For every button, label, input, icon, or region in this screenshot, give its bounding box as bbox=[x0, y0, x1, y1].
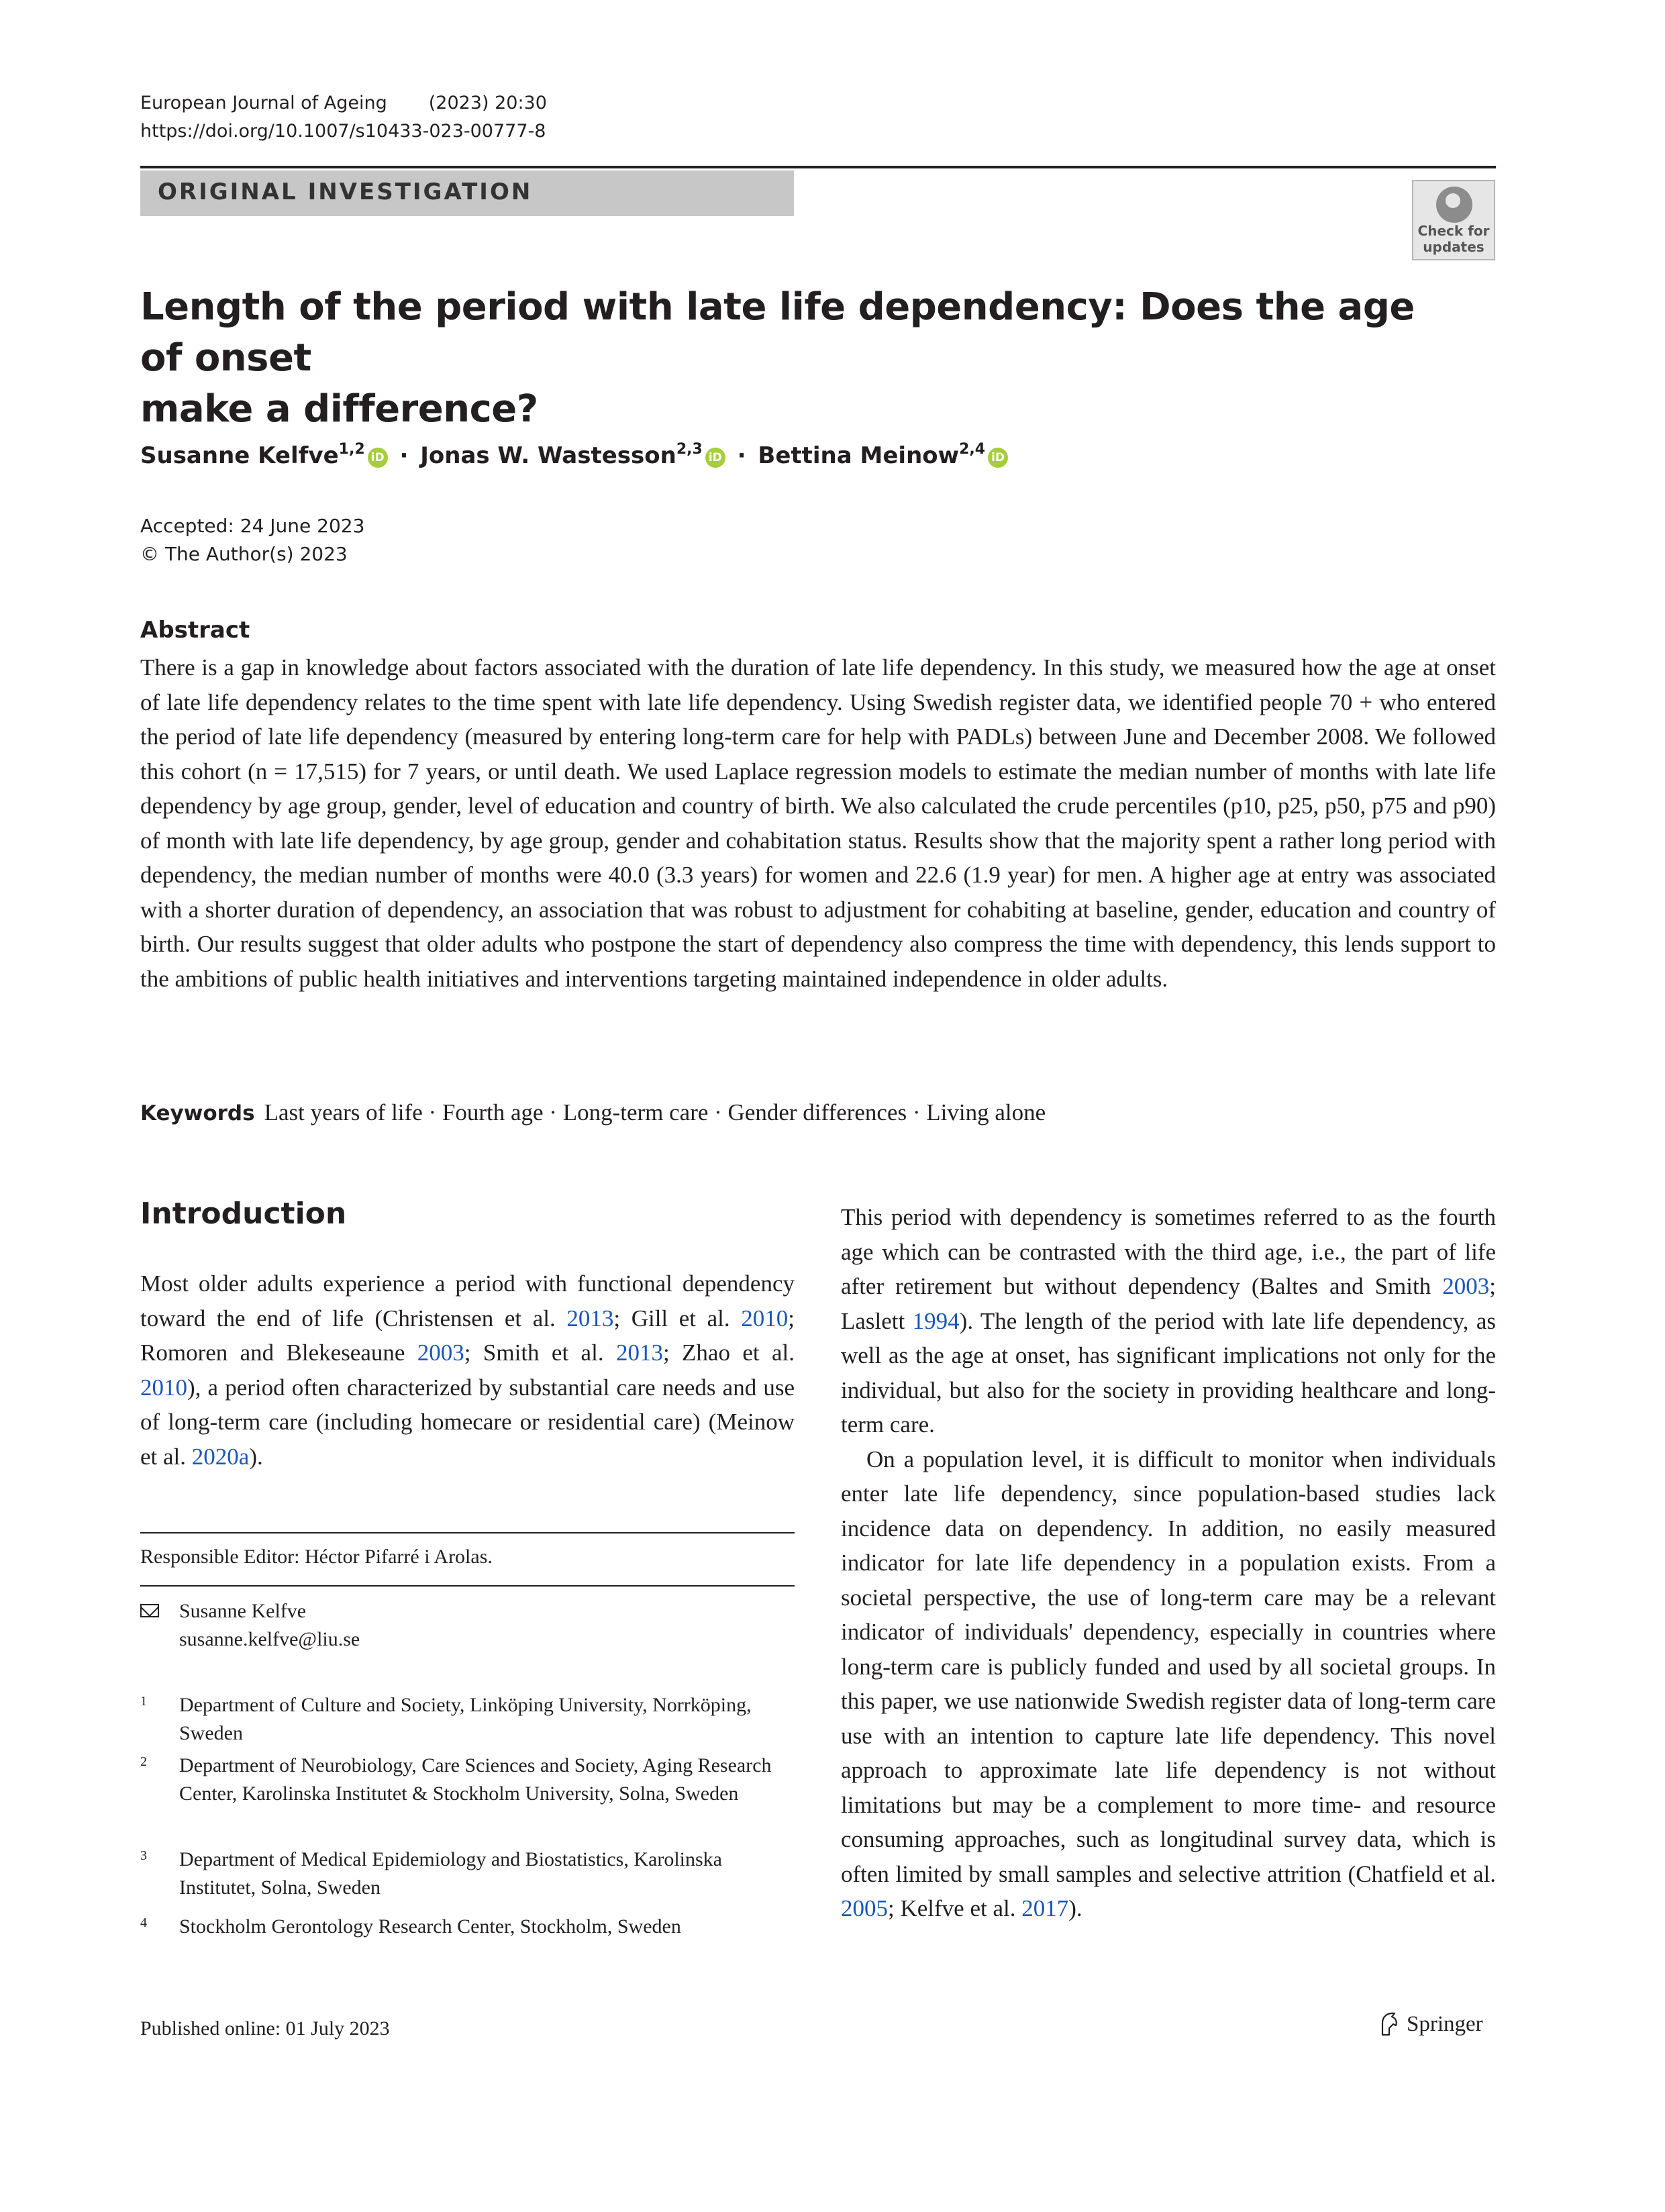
check-updates-icon bbox=[1436, 187, 1472, 223]
author-affil: 2,3 bbox=[676, 441, 703, 458]
right-column bbox=[841, 1200, 1496, 1926]
citation-link[interactable]: 2010 bbox=[741, 1305, 789, 1331]
springer-horse-icon bbox=[1377, 2011, 1400, 2036]
citation-link[interactable]: 2013 bbox=[566, 1305, 614, 1331]
article-dates bbox=[140, 512, 364, 568]
paragraph-text: ; Kelfve et al. bbox=[888, 1895, 1022, 1921]
paragraph-text: ), a period often characterized by substantial care needs and use of long-term care (including homecare or residential care) (Meinow et al. bbox=[140, 1374, 795, 1470]
paragraph-text: This period with dependency is sometimes referred to as the fourth age which can be contrasted with the third age, i.e., the part of life after retirement but without dependency (Baltes and Smith bbox=[841, 1204, 1496, 1299]
article-type-label bbox=[140, 170, 794, 216]
article-type-text: ORIGINAL INVESTIGATION bbox=[158, 179, 533, 205]
paragraph-text: ; Laslett bbox=[841, 1273, 1496, 1334]
citation-link[interactable]: 2017 bbox=[1021, 1895, 1069, 1921]
paragraph-text: ; Smith et al. bbox=[464, 1340, 616, 1366]
citation-link[interactable]: 2013 bbox=[615, 1340, 663, 1366]
keywords-list: Last years of life · Fourth age · Long-term care · Gender differences · Living alone bbox=[264, 1099, 1046, 1125]
author-name[interactable]: Jonas W. Wastesson bbox=[420, 442, 676, 469]
header-rule bbox=[140, 166, 1496, 168]
affiliation-text: Department of Culture and Society, Linköping University, Norrköping, Sweden bbox=[179, 1694, 752, 1744]
abstract-text: There is a gap in knowledge about factors associated with the duration of late life dependency. In this study, we measured how the age at onset of late life dependency relates to the time spent with late life dependency. Using Swedish register data, we identified people 70 + who entered the period of late life dependency (measured by entering long-term care for help with PADLs) between June and December 2008. We followed this cohort (n = 17,515) for 7 years, or until death. We used Laplace regression models to estimate the median number of months with late life dependency by age group, gender, level of education and country of birth. We also calculated the crude percentiles (p10, p25, p50, p75 and p90) of month with late life dependency, by age group, gender and cohabitation status. Results show that the majority spent a rather long period with dependency, the median number of months were 40.0 (3.3 years) for women and 22.6 (1.9 year) for men. A higher age at entry was associated with a shorter duration of dependency, an association that was robust to adjustment for cohabiting at baseline, gender, education and country of birth. Our results suggest that older adults who postpone the start of dependency also compress the time with dependency, this lends support to the ambitions of public health initiatives and interventions targeting maintained independence in older adults. bbox=[140, 654, 1496, 992]
citation-link[interactable]: 2003 bbox=[1442, 1273, 1490, 1299]
citation-link[interactable]: 2020a bbox=[191, 1443, 250, 1470]
journal-name: European Journal of Ageing bbox=[140, 93, 387, 113]
author-separator: · bbox=[399, 442, 409, 469]
orcid-icon[interactable]: iD bbox=[988, 448, 1008, 468]
affiliation-number: 3 bbox=[140, 1848, 147, 1863]
affiliation-text: Department of Neurobiology, Care Sciences and Society, Aging Research Center, Karolinska Institutet & Stockholm University, Solna, Sweden bbox=[179, 1754, 772, 1805]
journal-header bbox=[140, 89, 547, 146]
article-title bbox=[140, 282, 1449, 435]
affiliation-number: 1 bbox=[140, 1694, 147, 1709]
keywords bbox=[140, 1096, 1046, 1130]
intro-paragraph-3 bbox=[841, 1442, 1496, 1926]
author-affil: 1,2 bbox=[338, 441, 365, 458]
paragraph-text: ). bbox=[1068, 1895, 1082, 1921]
responsible-editor: Responsible Editor: Héctor Pifarré i Arolas. bbox=[140, 1546, 493, 1568]
check-for-updates-badge[interactable] bbox=[1412, 180, 1495, 260]
affiliation-text: Stockholm Gerontology Research Center, Stockholm, Sweden bbox=[179, 1915, 681, 1938]
journal-volume: (2023) 20:30 bbox=[428, 93, 547, 113]
citation-link[interactable]: 2010 bbox=[140, 1374, 187, 1401]
paragraph-text: ; Zhao et al. bbox=[662, 1340, 795, 1366]
publisher-logo bbox=[1377, 2011, 1483, 2037]
author-affil: 2,4 bbox=[959, 441, 986, 458]
paragraph-text: On a population level, it is difficult to monitor when individuals enter late life dependency, since population-based studies lack incidence data on dependency. In addition, no easily measured indicator for late life dependency in a population exists. From a societal perspective, the use of long-term care may be a relevant indicator of individuals' dependency, especially in countries where long-term care is publicly funded and used by all societal groups. In this paper, we use nationwide Swedish register data of long-term care use with an intention to capture late life dependency. This novel approach to approximate late life dependency is not without limitations but may be a complement to more time- and resource consuming approaches, such as longitudinal survey data, which is often limited by small samples and selective attrition (Chatfield et al. bbox=[841, 1446, 1496, 1887]
check-updates-line2: updates bbox=[1423, 239, 1484, 255]
paragraph-text: ; Romoren and Blekeseaune bbox=[140, 1305, 795, 1366]
published-online: Published online: 01 July 2023 bbox=[140, 2017, 390, 2040]
copyright-line: © The Author(s) 2023 bbox=[140, 543, 348, 565]
paragraph-text: ; Gill et al. bbox=[613, 1305, 742, 1331]
citation-link[interactable]: 1994 bbox=[912, 1307, 960, 1334]
paragraph-text: Most older adults experience a period with functional dependency toward the end of life (Christensen et al. bbox=[140, 1270, 795, 1331]
affiliation-number: 4 bbox=[140, 1915, 147, 1930]
keywords-heading: Keywords bbox=[140, 1101, 255, 1125]
intro-paragraph-1 bbox=[140, 1266, 795, 1474]
title-line-1: Length of the period with late life dependency: Does the age of onset bbox=[140, 285, 1415, 380]
affiliation-number: 2 bbox=[140, 1754, 147, 1769]
affiliation-text: Department of Medical Epidemiology and Biostatistics, Karolinska Institutet, Solna, Sweden bbox=[179, 1848, 722, 1899]
author-name[interactable]: Bettina Meinow bbox=[758, 442, 960, 469]
author-separator: · bbox=[737, 442, 746, 469]
author-name[interactable]: Susanne Kelfve bbox=[140, 442, 339, 469]
intro-paragraph-2 bbox=[841, 1200, 1496, 1442]
check-updates-line1: Check for bbox=[1417, 223, 1490, 239]
footnote-rule bbox=[140, 1585, 795, 1587]
author-list bbox=[140, 430, 1008, 476]
orcid-icon[interactable]: iD bbox=[368, 448, 388, 468]
envelope-icon bbox=[140, 1604, 159, 1617]
footnote-rule bbox=[140, 1532, 795, 1534]
introduction-heading: Introduction bbox=[140, 1197, 347, 1231]
paragraph-text: ). The length of the period with late life dependency, as well as the age at onset, has significant implications not only for the individual, but also for the society in providing healthcare and long-term care. bbox=[841, 1307, 1496, 1438]
paragraph-text: ). bbox=[249, 1443, 263, 1470]
corresponding-email[interactable]: susanne.kelfve@liu.se bbox=[179, 1628, 360, 1650]
title-line-2: make a difference? bbox=[140, 387, 538, 431]
doi-link[interactable]: https://doi.org/10.1007/s10433-023-00777-8 bbox=[140, 121, 546, 142]
orcid-icon[interactable]: iD bbox=[705, 448, 725, 468]
corresponding-name: Susanne Kelfve bbox=[179, 1600, 307, 1622]
accepted-date: Accepted: 24 June 2023 bbox=[140, 515, 365, 537]
abstract-heading: Abstract bbox=[140, 617, 250, 644]
citation-link[interactable]: 2005 bbox=[841, 1895, 888, 1921]
publisher-name: Springer bbox=[1407, 2012, 1483, 2036]
citation-link[interactable]: 2003 bbox=[417, 1340, 464, 1366]
